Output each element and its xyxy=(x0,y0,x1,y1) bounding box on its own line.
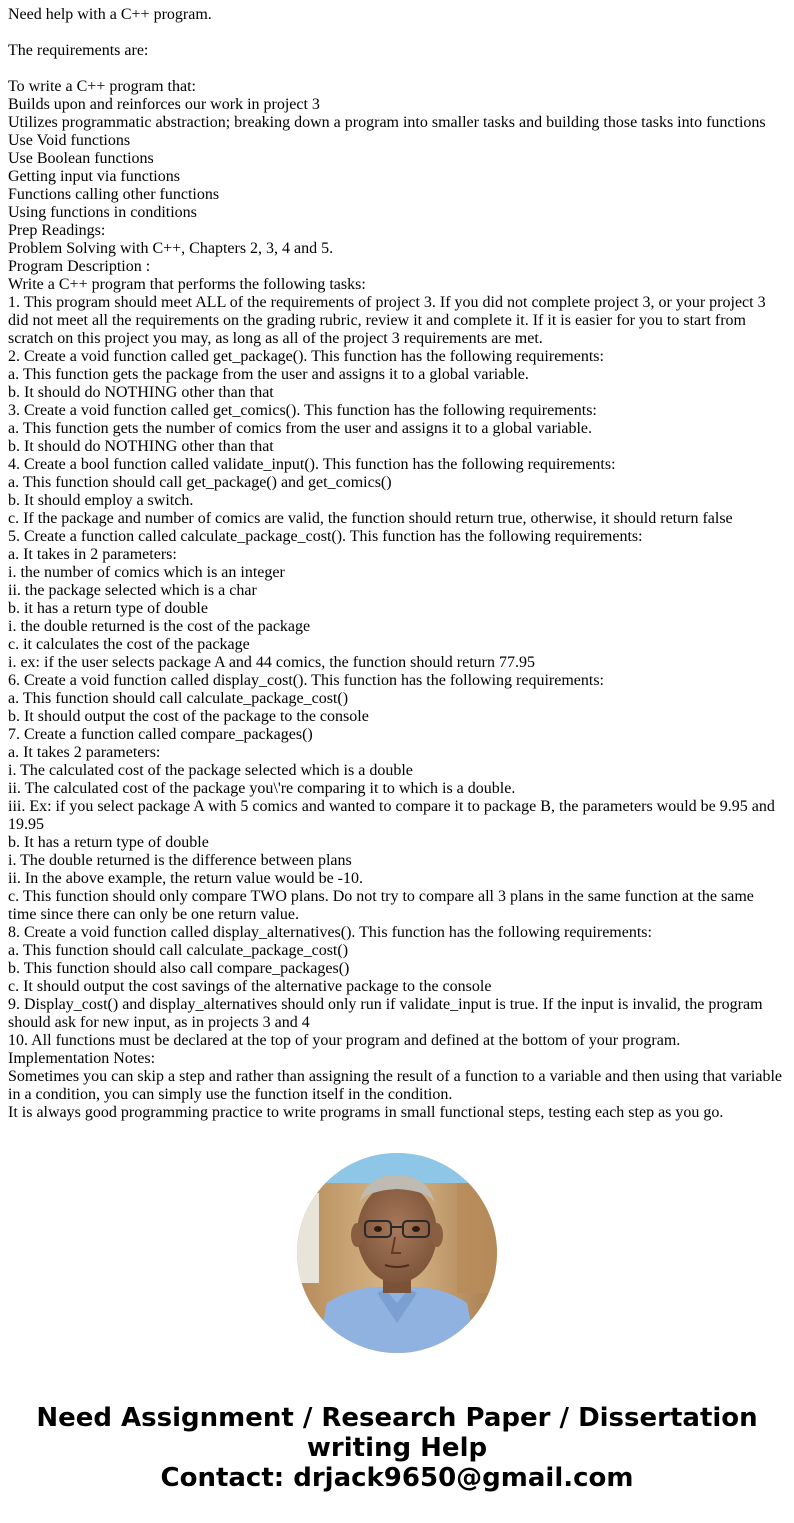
contact-banner xyxy=(0,1403,794,1493)
question-line: a. This function gets the package from the user and assigns it to a global variable. xyxy=(8,366,529,383)
question-line: a. It takes 2 parameters: xyxy=(8,744,161,761)
question-line: b. it has a return type of double xyxy=(8,600,208,617)
question-line: ii. the package selected which is a char xyxy=(8,582,257,599)
question-line: b. It has a return type of double xyxy=(8,834,209,851)
question-line: Use Void functions xyxy=(8,132,131,149)
question-line: b. This function should also call compare_packages() xyxy=(8,960,350,977)
question-line: a. This function gets the number of comics from the user and assigns it to a global variable. xyxy=(8,420,593,437)
question-line: c. it calculates the cost of the package xyxy=(8,636,250,653)
question-line: Sometimes you can skip a step and rather than assigning the result of a function to a variable and then using that variable xyxy=(8,1068,783,1085)
question-line: b. It should do NOTHING other than that xyxy=(8,384,274,401)
question-line: 5. Create a function called calculate_package_cost(). This function has the following requirements: xyxy=(8,528,643,545)
question-line: Problem Solving with C++, Chapters 2, 3, 4 and 5. xyxy=(8,240,334,257)
question-line: It is always good programming practice to write programs in small functional steps, testing each step as you go. xyxy=(8,1104,724,1121)
question-line: i. The calculated cost of the package selected which is a double xyxy=(8,762,413,779)
question-line: Write a C++ program that performs the following tasks: xyxy=(8,276,366,293)
question-line: 7. Create a function called compare_packages() xyxy=(8,726,313,743)
question-line: Need help with a C++ program. xyxy=(8,6,212,23)
question-line: Functions calling other functions xyxy=(8,186,220,203)
question-line: Use Boolean functions xyxy=(8,150,154,167)
question-line: 3. Create a void function called get_comics(). This function has the following requirements: xyxy=(8,402,597,419)
question-line: 4. Create a bool function called validate_input(). This function has the following requirements: xyxy=(8,456,616,473)
question-line xyxy=(8,24,786,42)
question-line: To write a C++ program that: xyxy=(8,78,196,95)
question-line: scratch on this project you may, as long as all of the project 3 requirements are met. xyxy=(8,330,543,347)
banner-line-1: Need Assignment / Research Paper / Dissertation xyxy=(36,1403,758,1433)
question-line: did not meet all the requirements on the grading rubric, review it and complete it. If it is easier for you to start from xyxy=(8,312,746,329)
question-line: i. ex: if the user selects package A and 44 comics, the function should return 77.95 xyxy=(8,654,535,671)
portrait-illustration xyxy=(297,1153,497,1353)
question-line: a. This function should call calculate_package_cost() xyxy=(8,942,349,959)
question-line xyxy=(8,60,786,78)
question-line: i. the number of comics which is an integer xyxy=(8,564,285,581)
question-line: i. The double returned is the difference between plans xyxy=(8,852,352,869)
question-text xyxy=(8,6,786,1124)
question-line: c. It should output the cost savings of the alternative package to the console xyxy=(8,978,492,995)
question-line: Builds upon and reinforces our work in project 3 xyxy=(8,96,320,113)
avatar xyxy=(297,1153,497,1353)
question-line: c. If the package and number of comics are valid, the function should return true, otherwise, it should return false xyxy=(8,510,733,527)
question-line: Utilizes programmatic abstraction; breaking down a program into smaller tasks and building those tasks into functions xyxy=(8,114,766,131)
question-line: i. the double returned is the cost of the package xyxy=(8,618,311,635)
question-line: 1. This program should meet ALL of the requirements of project 3. If you did not complete project 3, or your project 3 xyxy=(8,294,766,311)
question-line: in a condition, you can simply use the function itself in the condition. xyxy=(8,1086,453,1103)
question-line: b. It should output the cost of the package to the console xyxy=(8,708,369,725)
question-line: Using functions in conditions xyxy=(8,204,197,221)
question-line: a. It takes in 2 parameters: xyxy=(8,546,177,563)
question-line: 19.95 xyxy=(8,816,44,833)
question-line: ii. In the above example, the return value would be -10. xyxy=(8,870,363,887)
question-line: ii. The calculated cost of the package you\'re comparing it to which is a double. xyxy=(8,780,516,797)
question-line: Prep Readings: xyxy=(8,222,106,239)
question-line: a. This function should call get_package() and get_comics() xyxy=(8,474,392,491)
question-line: Program Description : xyxy=(8,258,151,275)
question-line: time since there can only be one return value. xyxy=(8,906,299,923)
question-line: 6. Create a void function called display_cost(). This function has the following requirements: xyxy=(8,672,604,689)
question-line: Implementation Notes: xyxy=(8,1050,156,1067)
question-line: iii. Ex: if you select package A with 5 comics and wanted to compare it to package B, the parameters would be 9.95 and xyxy=(8,798,775,815)
question-line: 2. Create a void function called get_package(). This function has the following requirements: xyxy=(8,348,604,365)
question-line: The requirements are: xyxy=(8,42,149,59)
question-line: b. It should do NOTHING other than that xyxy=(8,438,274,455)
question-line: should ask for new input, as in projects 3 and 4 xyxy=(8,1014,310,1031)
question-line: c. This function should only compare TWO plans. Do not try to compare all 3 plans in the same function at the same xyxy=(8,888,754,905)
question-line: a. This function should call calculate_package_cost() xyxy=(8,690,349,707)
banner-contact-line: Contact: drjack9650@gmail.com xyxy=(160,1463,634,1493)
question-line: 9. Display_cost() and display_alternatives should only run if validate_input is true. If the input is invalid, the program xyxy=(8,996,763,1013)
question-line: b. It should employ a switch. xyxy=(8,492,194,509)
question-line: 10. All functions must be declared at the top of your program and defined at the bottom of your program. xyxy=(8,1032,681,1049)
question-line: Getting input via functions xyxy=(8,168,180,185)
banner-line-2: writing Help xyxy=(306,1433,488,1463)
question-line: 8. Create a void function called display_alternatives(). This function has the following requirements: xyxy=(8,924,652,941)
